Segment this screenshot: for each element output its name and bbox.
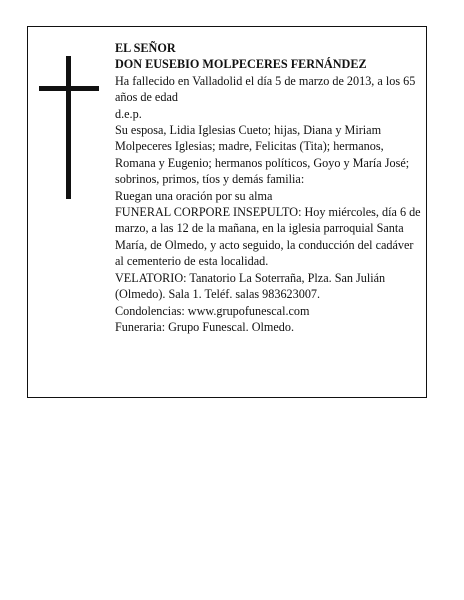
cross-vertical-bar (66, 56, 71, 199)
funeral-home: Funeraria: Grupo Funescal. Olmedo. (115, 319, 295, 334)
wake-details: VELATORIO: Tanatorio La Soterraña, Plza. San Julián (Olmedo). Sala 1. Teléf. salas 983623007. (115, 270, 386, 302)
prayer-request: Ruegan una oración por su alma (115, 188, 273, 203)
obituary-notice (27, 26, 427, 398)
condolences-link: Condolencias: www.grupofunescal.com (115, 303, 310, 318)
death-announcement: Ha fallecido en Valladolid el día 5 de marzo de 2013, a los 65 años de edad (115, 73, 416, 105)
cross-horizontal-bar (39, 86, 99, 91)
funeral-details: FUNERAL CORPORE INSEPULTO: Hoy miércoles, día 6 de marzo, a las 12 de la mañana, en la iglesia parroquial Santa María, de Olmedo, y acto seguido, la conducción del cadáver al cementerio de esta localidad. (115, 205, 421, 269)
obituary-text (115, 40, 423, 335)
family-list: Su esposa, Lidia Iglesias Cueto; hijas, Diana y Miriam Molpeceres Iglesias; madre, Felicitas (Tita); hermanos, Romana y Eugenio; hermanos políticos, Goyo y María José; sobrinos, primos, tíos y demás familia: (115, 123, 410, 187)
cross-icon (39, 56, 99, 199)
deceased-name: DON EUSEBIO MOLPECERES FERNÁNDEZ (115, 57, 367, 72)
rip-text: d.e.p. (115, 106, 142, 121)
title-line-1: EL SEÑOR (115, 41, 176, 55)
